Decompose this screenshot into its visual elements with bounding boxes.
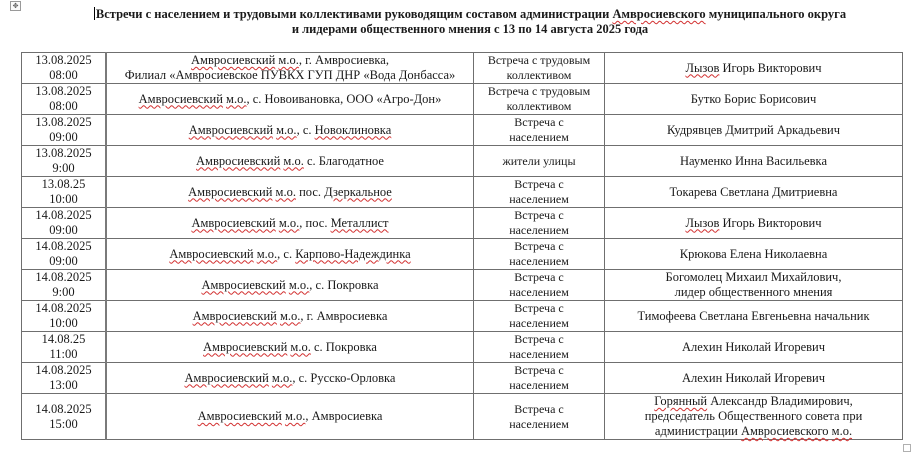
spellcheck-flagged-word[interactable]: м.о. bbox=[283, 153, 304, 168]
spellcheck-flagged-word[interactable]: Амвросиевский bbox=[203, 339, 288, 354]
place-text: Филиал «Амвросиевское ПУВКХ ГУП ДНР «Вода Донбасса» bbox=[124, 68, 456, 82]
time-text: 13:00 bbox=[49, 378, 78, 392]
place-text: Амвросиевский м.о., Амвросиевка bbox=[197, 409, 383, 423]
spellcheck-flagged-word[interactable]: Лызов bbox=[685, 60, 720, 75]
meeting-type-text: населением bbox=[509, 378, 569, 392]
date-time-cell[interactable] bbox=[22, 177, 107, 208]
text-cursor bbox=[94, 7, 95, 20]
date-time-cell[interactable] bbox=[22, 301, 107, 332]
place-cell[interactable] bbox=[106, 84, 474, 115]
responsible-text: Бутко Борис Борисович bbox=[690, 91, 817, 106]
time-text: 09:00 bbox=[49, 254, 78, 268]
place-text: Амвросиевский м.о., с. Новоклиновка bbox=[188, 122, 392, 137]
spellcheck-flagged-word[interactable]: Амвросиевский bbox=[169, 246, 254, 261]
table-row bbox=[22, 270, 903, 301]
meeting-type-cell[interactable] bbox=[474, 84, 605, 115]
place-text: Амвросиевский м.о. пос. Дзеркальное bbox=[188, 184, 392, 199]
meeting-type-cell[interactable] bbox=[474, 363, 605, 394]
spellcheck-flagged-word[interactable]: м.о. bbox=[275, 184, 296, 199]
spellcheck-flagged-word[interactable]: Амвросиевский bbox=[191, 215, 276, 230]
spellcheck-flagged-word[interactable]: м.о. bbox=[831, 424, 853, 438]
meeting-type-cell[interactable] bbox=[474, 177, 605, 208]
date-text: 14.08.2025 bbox=[35, 363, 92, 377]
spellcheck-flagged-word[interactable]: Амвросиевский bbox=[188, 122, 274, 137]
place-cell[interactable] bbox=[106, 363, 474, 394]
meeting-type-cell[interactable] bbox=[474, 115, 605, 146]
spellcheck-flagged-word[interactable]: Дзеркальное bbox=[324, 184, 392, 199]
meeting-type-text: населением bbox=[509, 285, 569, 299]
place-text: Амвросиевский м.о., пос. Металлист bbox=[191, 215, 389, 230]
place-cell[interactable] bbox=[106, 53, 474, 84]
responsible-cell[interactable] bbox=[605, 270, 903, 301]
meeting-type-text: населением bbox=[509, 130, 569, 144]
place-cell[interactable] bbox=[106, 146, 474, 177]
schedule-table bbox=[21, 52, 903, 440]
meeting-type-text: Встреча с bbox=[514, 363, 564, 377]
meeting-type-cell[interactable] bbox=[474, 270, 605, 301]
place-cell[interactable] bbox=[106, 177, 474, 208]
time-text: 11:00 bbox=[49, 347, 78, 361]
date-text: 13.08.2025 bbox=[35, 115, 92, 129]
responsible-text: Богомолец Михаил Михайлович, bbox=[665, 270, 842, 284]
date-text: 14.08.2025 bbox=[35, 401, 92, 416]
responsible-cell[interactable] bbox=[605, 53, 903, 84]
time-text: 08:00 bbox=[49, 68, 78, 82]
responsible-text: Кудрявцев Дмитрий Аркадьевич bbox=[666, 122, 841, 137]
date-text: 14.08.2025 bbox=[35, 301, 92, 315]
spellcheck-flagged-word[interactable]: м.о. bbox=[276, 122, 297, 137]
meeting-type-text: коллективом bbox=[506, 99, 572, 113]
meeting-type-text: населением bbox=[509, 316, 569, 330]
spellcheck-flagged-word[interactable]: Амвросиевский bbox=[191, 53, 276, 67]
date-text: 14.08.25 bbox=[41, 332, 86, 346]
table-row bbox=[22, 394, 903, 440]
title-text: муниципального округа bbox=[705, 7, 847, 21]
spellcheck-flagged-word[interactable]: Новоклиновка bbox=[314, 122, 392, 137]
date-text: 14.08.2025 bbox=[35, 270, 92, 284]
meeting-type-text: населением bbox=[509, 416, 569, 431]
meeting-type-text: населением bbox=[509, 254, 569, 268]
place-cell[interactable] bbox=[106, 332, 474, 363]
table-row bbox=[22, 239, 903, 270]
place-text: Амвросиевский м.о. с. Благодатное bbox=[196, 153, 384, 168]
date-time-cell[interactable] bbox=[22, 332, 107, 363]
date-text: 14.08.2025 bbox=[35, 208, 92, 222]
place-text: Амвросиевский м.о. с. Покровка bbox=[203, 339, 377, 354]
table-row bbox=[22, 332, 903, 363]
place-text: Амвросиевский м.о., с. Новоивановка, ООО «Агро-Дон» bbox=[138, 91, 442, 106]
responsible-text: Крюкова Елена Николаевна bbox=[679, 246, 828, 261]
meeting-type-cell[interactable] bbox=[474, 146, 605, 177]
responsible-text: Науменко Инна Васильевка bbox=[679, 153, 827, 168]
responsible-cell[interactable] bbox=[605, 146, 903, 177]
meeting-type-text: жители улицы bbox=[502, 153, 576, 168]
meeting-type-cell[interactable] bbox=[474, 332, 605, 363]
responsible-text: Горянный Александр Владимирович, bbox=[654, 394, 853, 408]
spellcheck-flagged-word[interactable]: Карпово-Надеждинка bbox=[295, 246, 411, 261]
spellcheck-flagged-word[interactable]: Амвросиевский bbox=[192, 308, 277, 323]
place-cell[interactable] bbox=[106, 208, 474, 239]
meeting-type-cell[interactable] bbox=[474, 239, 605, 270]
spellcheck-flagged-word[interactable]: Металлист bbox=[330, 215, 389, 230]
place-cell[interactable] bbox=[106, 301, 474, 332]
date-time-cell[interactable] bbox=[22, 363, 107, 394]
responsible-text: Алехин Николай Игоревич bbox=[681, 339, 825, 354]
table-row bbox=[22, 363, 903, 394]
table-row bbox=[22, 146, 903, 177]
date-time-cell[interactable] bbox=[22, 239, 107, 270]
time-text: 10:00 bbox=[49, 192, 78, 206]
meeting-type-text: Встреча с bbox=[514, 208, 564, 222]
place-text: Амвросиевский м.о., с. Покровка bbox=[201, 277, 379, 292]
time-text: 09:00 bbox=[49, 223, 78, 237]
place-cell[interactable] bbox=[106, 239, 474, 270]
spellcheck-flagged-word[interactable]: м.о. bbox=[284, 409, 306, 423]
table-move-handle-icon[interactable]: ✥ bbox=[10, 1, 21, 11]
meeting-type-cell[interactable] bbox=[474, 301, 605, 332]
responsible-cell[interactable] bbox=[605, 394, 903, 440]
date-text: 13.08.2025 bbox=[35, 84, 92, 98]
meeting-type-text: Встреча с bbox=[514, 301, 564, 315]
title-line-2: и лидерами общественного мнения с 13 по 14 августа 2025 года bbox=[291, 22, 649, 36]
meeting-type-text: Встреча с bbox=[514, 401, 564, 416]
table-row bbox=[22, 53, 903, 84]
document-title bbox=[40, 7, 900, 37]
table-row bbox=[22, 177, 903, 208]
meeting-type-text: Встреча с bbox=[514, 270, 564, 284]
spellcheck-flagged-word[interactable]: м.о. bbox=[279, 308, 301, 323]
responsible-cell[interactable] bbox=[605, 363, 903, 394]
meeting-type-text: коллективом bbox=[506, 68, 572, 82]
place-text: Амвросиевский м.о., г. Амвросиевка, bbox=[191, 53, 389, 67]
meeting-type-text: Встреча с трудовым bbox=[487, 84, 591, 98]
meeting-type-text: населением bbox=[509, 223, 569, 237]
spellcheck-flagged-word[interactable]: Амвросиевский bbox=[197, 409, 282, 423]
table-row bbox=[22, 208, 903, 239]
spellcheck-flagged-word[interactable]: м.о. bbox=[278, 215, 300, 230]
meeting-type-cell[interactable] bbox=[474, 394, 605, 440]
responsible-text: администрации Амвросиевского м.о. bbox=[654, 424, 853, 438]
date-time-cell[interactable] bbox=[22, 84, 107, 115]
spellcheck-flagged-word[interactable]: Амвросиевский bbox=[184, 370, 269, 385]
place-text: Амвросиевский м.о., с. Карпово-Надеждинка bbox=[169, 246, 411, 261]
spellcheck-flagged-word[interactable]: м.о. bbox=[256, 246, 278, 261]
time-text: 10:00 bbox=[49, 316, 78, 330]
spellcheck-flagged-word[interactable]: Амвросиевский bbox=[201, 277, 286, 292]
responsible-text: Токарева Светлана Дмитриевна bbox=[669, 184, 838, 199]
spellcheck-flagged-word[interactable]: м.о. bbox=[271, 370, 293, 385]
responsible-text: председатель Общественного совета при bbox=[644, 409, 863, 423]
spellcheck-flagged-word[interactable]: м.о. bbox=[278, 53, 299, 67]
responsible-cell[interactable] bbox=[605, 239, 903, 270]
responsible-text: Алехин Николай Игоревич bbox=[681, 370, 825, 385]
spellcheck-flagged-word[interactable]: Лызов bbox=[685, 215, 720, 230]
meeting-type-cell[interactable] bbox=[474, 53, 605, 84]
responsible-text: Лызов Игорь Викторович bbox=[685, 215, 822, 230]
meeting-type-text: Встреча с bbox=[514, 332, 564, 346]
spellcheck-flagged-word[interactable]: м.о. bbox=[226, 91, 247, 106]
spellcheck-flagged-word[interactable]: Амвросиевский bbox=[196, 153, 281, 168]
place-cell[interactable] bbox=[106, 394, 474, 440]
date-time-cell[interactable] bbox=[22, 53, 107, 84]
responsible-text: Тимофеева Светлана Евгеньевна начальник bbox=[637, 308, 870, 323]
spellcheck-flagged-word[interactable]: Амвросиевский bbox=[138, 91, 223, 106]
meeting-type-text: населением bbox=[509, 347, 569, 361]
responsible-cell[interactable] bbox=[605, 115, 903, 146]
date-time-cell[interactable] bbox=[22, 115, 107, 146]
time-text: 9:00 bbox=[52, 161, 75, 175]
spellcheck-flagged-word[interactable]: м.о. bbox=[288, 277, 310, 292]
meeting-type-cell[interactable] bbox=[474, 208, 605, 239]
table-row bbox=[22, 115, 903, 146]
place-cell[interactable] bbox=[106, 270, 474, 301]
responsible-text: лидер общественного мнения bbox=[674, 285, 833, 299]
spellcheck-flagged-word[interactable]: Горянный bbox=[654, 394, 708, 408]
responsible-cell[interactable] bbox=[605, 208, 903, 239]
spellcheck-flagged-word[interactable]: Амвросиевский bbox=[188, 184, 273, 199]
table-row bbox=[22, 301, 903, 332]
spellcheck-flagged-word[interactable]: м.о. bbox=[290, 339, 311, 354]
responsible-cell[interactable] bbox=[605, 332, 903, 363]
date-time-cell[interactable] bbox=[22, 146, 107, 177]
date-time-cell[interactable] bbox=[22, 208, 107, 239]
date-time-cell[interactable] bbox=[22, 394, 107, 440]
date-time-cell[interactable] bbox=[22, 270, 107, 301]
table-resize-handle[interactable] bbox=[903, 444, 911, 452]
time-text: 9:00 bbox=[52, 285, 75, 299]
time-text: 15:00 bbox=[49, 416, 78, 431]
title-line-1 bbox=[40, 7, 900, 22]
date-text: 13.08.2025 bbox=[35, 146, 92, 160]
time-text: 09:00 bbox=[49, 130, 78, 144]
place-cell[interactable] bbox=[106, 115, 474, 146]
meeting-type-text: населением bbox=[509, 192, 569, 206]
responsible-cell[interactable] bbox=[605, 177, 903, 208]
spellcheck-flagged-word[interactable]: Амвросиевского bbox=[612, 7, 706, 21]
place-text: Амвросиевский м.о., г. Амвросиевка bbox=[192, 308, 388, 323]
meeting-type-text: Встреча с bbox=[514, 177, 564, 191]
responsible-text: Лызов Игорь Викторович bbox=[685, 60, 822, 75]
date-text: 13.08.25 bbox=[41, 177, 86, 191]
spellcheck-flagged-word[interactable]: Амвросиевского bbox=[740, 424, 829, 438]
meeting-type-text: Встреча с трудовым bbox=[487, 53, 591, 67]
date-text: 13.08.2025 bbox=[35, 53, 92, 67]
date-text: 14.08.2025 bbox=[35, 239, 92, 253]
time-text: 08:00 bbox=[49, 99, 78, 113]
responsible-cell[interactable] bbox=[605, 301, 903, 332]
place-text: Амвросиевский м.о., с. Русско-Орловка bbox=[184, 370, 396, 385]
title-text: Встречи с населением и трудовыми коллективами руководящим составом администрации bbox=[95, 7, 613, 21]
meeting-type-text: Встреча с bbox=[514, 239, 564, 253]
meeting-type-text: Встреча с bbox=[514, 115, 564, 129]
table-row bbox=[22, 84, 903, 115]
responsible-cell[interactable] bbox=[605, 84, 903, 115]
